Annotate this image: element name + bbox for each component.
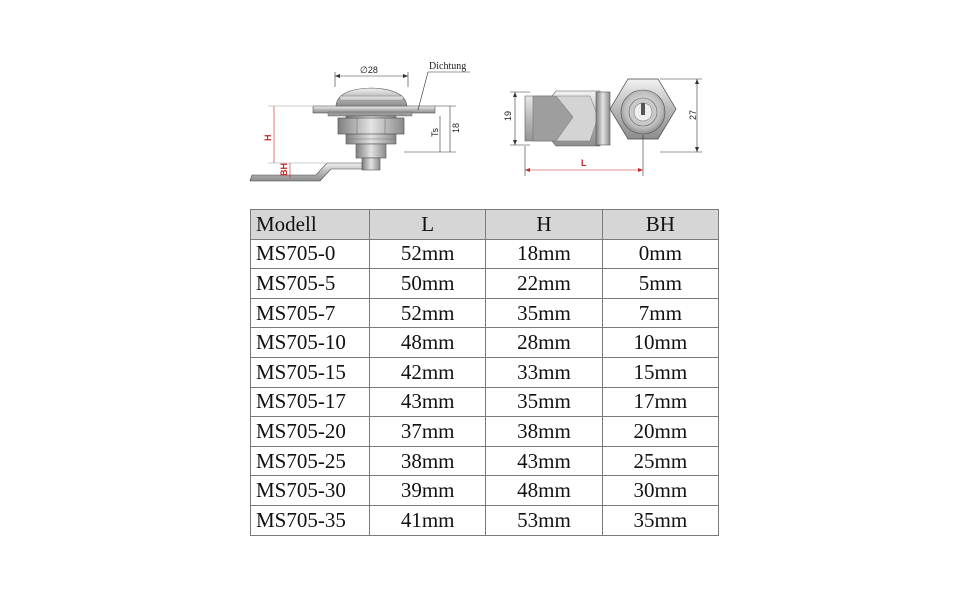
cell-bh: 35mm	[602, 505, 718, 535]
dim-19-label: 19	[503, 110, 513, 121]
cell-modell: MS705-35	[251, 505, 370, 535]
seal-label: Dichtung	[429, 61, 467, 72]
table-row	[251, 328, 719, 358]
cell-bh: 5mm	[602, 269, 718, 299]
cell-h: 53mm	[486, 505, 602, 535]
cell-h: 35mm	[486, 298, 602, 328]
cell-bh: 0mm	[602, 239, 718, 269]
spec-table	[250, 209, 719, 536]
cell-l: 38mm	[370, 446, 486, 476]
bh-label: BH	[279, 163, 289, 176]
cell-l: 39mm	[370, 476, 486, 506]
cell-l: 37mm	[370, 417, 486, 447]
table-row	[251, 446, 719, 476]
cell-l: 48mm	[370, 328, 486, 358]
cell-modell: MS705-25	[251, 446, 370, 476]
cell-h: 33mm	[486, 357, 602, 387]
table-row	[251, 505, 719, 535]
cell-h: 22mm	[486, 269, 602, 299]
cell-modell: MS705-7	[251, 298, 370, 328]
header-bh: BH	[602, 210, 718, 240]
cell-h: 18mm	[486, 239, 602, 269]
cell-bh: 7mm	[602, 298, 718, 328]
side-view-lock	[250, 88, 435, 181]
header-l: L	[370, 210, 486, 240]
cell-bh: 25mm	[602, 446, 718, 476]
cell-modell: MS705-5	[251, 269, 370, 299]
cell-modell: MS705-0	[251, 239, 370, 269]
diameter-label: ∅28	[360, 65, 378, 75]
table-header-row	[251, 210, 719, 240]
table-row	[251, 387, 719, 417]
table-row	[251, 357, 719, 387]
cell-modell: MS705-20	[251, 417, 370, 447]
cell-modell: MS705-30	[251, 476, 370, 506]
table-row	[251, 476, 719, 506]
cell-modell: MS705-15	[251, 357, 370, 387]
table-row	[251, 417, 719, 447]
header-modell: Modell	[251, 210, 370, 240]
cell-l: 41mm	[370, 505, 486, 535]
cell-l: 52mm	[370, 239, 486, 269]
dim-27-label: 27	[688, 109, 698, 120]
cell-h: 28mm	[486, 328, 602, 358]
header-h: H	[486, 210, 602, 240]
cell-h: 43mm	[486, 446, 602, 476]
cell-bh: 15mm	[602, 357, 718, 387]
table-row	[251, 239, 719, 269]
cell-l: 52mm	[370, 298, 486, 328]
cell-h: 38mm	[486, 417, 602, 447]
cell-bh: 10mm	[602, 328, 718, 358]
cell-l: 42mm	[370, 357, 486, 387]
cell-bh: 30mm	[602, 476, 718, 506]
table-row	[251, 269, 719, 299]
cell-bh: 20mm	[602, 417, 718, 447]
dim-18-label: 18	[451, 122, 461, 133]
l-label: L	[581, 158, 587, 168]
cell-modell: MS705-17	[251, 387, 370, 417]
h-label: H	[263, 134, 273, 141]
technical-drawing	[0, 0, 970, 200]
cell-h: 48mm	[486, 476, 602, 506]
cell-bh: 17mm	[602, 387, 718, 417]
ts-label: Ts	[430, 128, 440, 137]
cell-l: 50mm	[370, 269, 486, 299]
top-view-lock	[525, 79, 676, 146]
cell-h: 35mm	[486, 387, 602, 417]
cell-l: 43mm	[370, 387, 486, 417]
table-row	[251, 298, 719, 328]
cell-modell: MS705-10	[251, 328, 370, 358]
